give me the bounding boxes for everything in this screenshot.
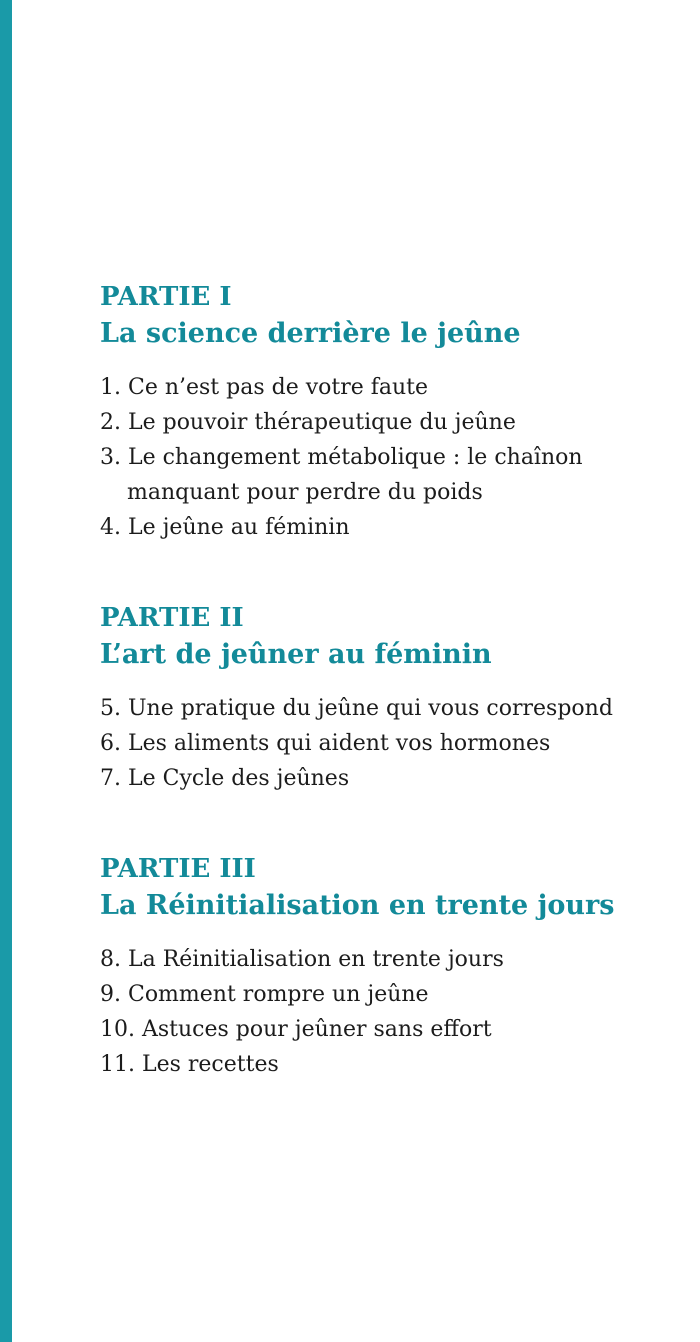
part-1-title: La science derrière le jeûne [100,318,521,349]
chapter-6 [100,726,680,761]
part-1-chapter-list [100,370,680,545]
chapter-11-text: 11. Les recettes [100,1052,279,1077]
chapter-5 [100,691,680,726]
part-2-label: PARTIE II [100,603,244,633]
chapter-7-text: 7. Le Cycle des jeûnes [100,766,350,791]
chapter-7 [100,761,680,796]
chapter-5-text: 5. Une pratique du jeûne qui vous correspond [100,696,613,721]
table-of-contents [100,280,680,1082]
part-2-chapter-list [100,691,680,796]
chapter-1-text: 1. Ce n’est pas de votre faute [100,375,429,400]
chapter-11 [100,1047,680,1082]
part-2 [100,601,680,796]
part-3 [100,852,680,1082]
chapter-6-text: 6. Les aliments qui aident vos hormones [100,731,551,756]
left-accent-bar [0,0,12,1342]
chapter-3-text-continued: manquant pour perdre du poids [127,480,483,505]
chapter-10-text: 10. Astuces pour jeûner sans effort [100,1017,492,1042]
part-1 [100,280,680,545]
chapter-1 [100,370,680,405]
chapter-3 [100,440,680,510]
part-3-label: PARTIE III [100,854,256,884]
chapter-8-text: 8. La Réinitialisation en trente jours [100,947,504,972]
chapter-2-text: 2. Le pouvoir thérapeutique du jeûne [100,410,516,435]
part-3-chapter-list [100,942,680,1082]
chapter-10 [100,1012,680,1047]
chapter-3-text: 3. Le changement métabolique : le chaînon [100,445,583,470]
chapter-4-text: 4. Le jeûne au féminin [100,515,350,540]
part-2-title: L’art de jeûner au féminin [100,639,492,670]
chapter-8 [100,942,680,977]
part-3-title: La Réinitialisation en trente jours [100,890,615,921]
chapter-4 [100,510,680,545]
chapter-9-text: 9. Comment rompre un jeûne [100,982,429,1007]
part-1-label: PARTIE I [100,282,232,312]
chapter-9 [100,977,680,1012]
chapter-2 [100,405,680,440]
